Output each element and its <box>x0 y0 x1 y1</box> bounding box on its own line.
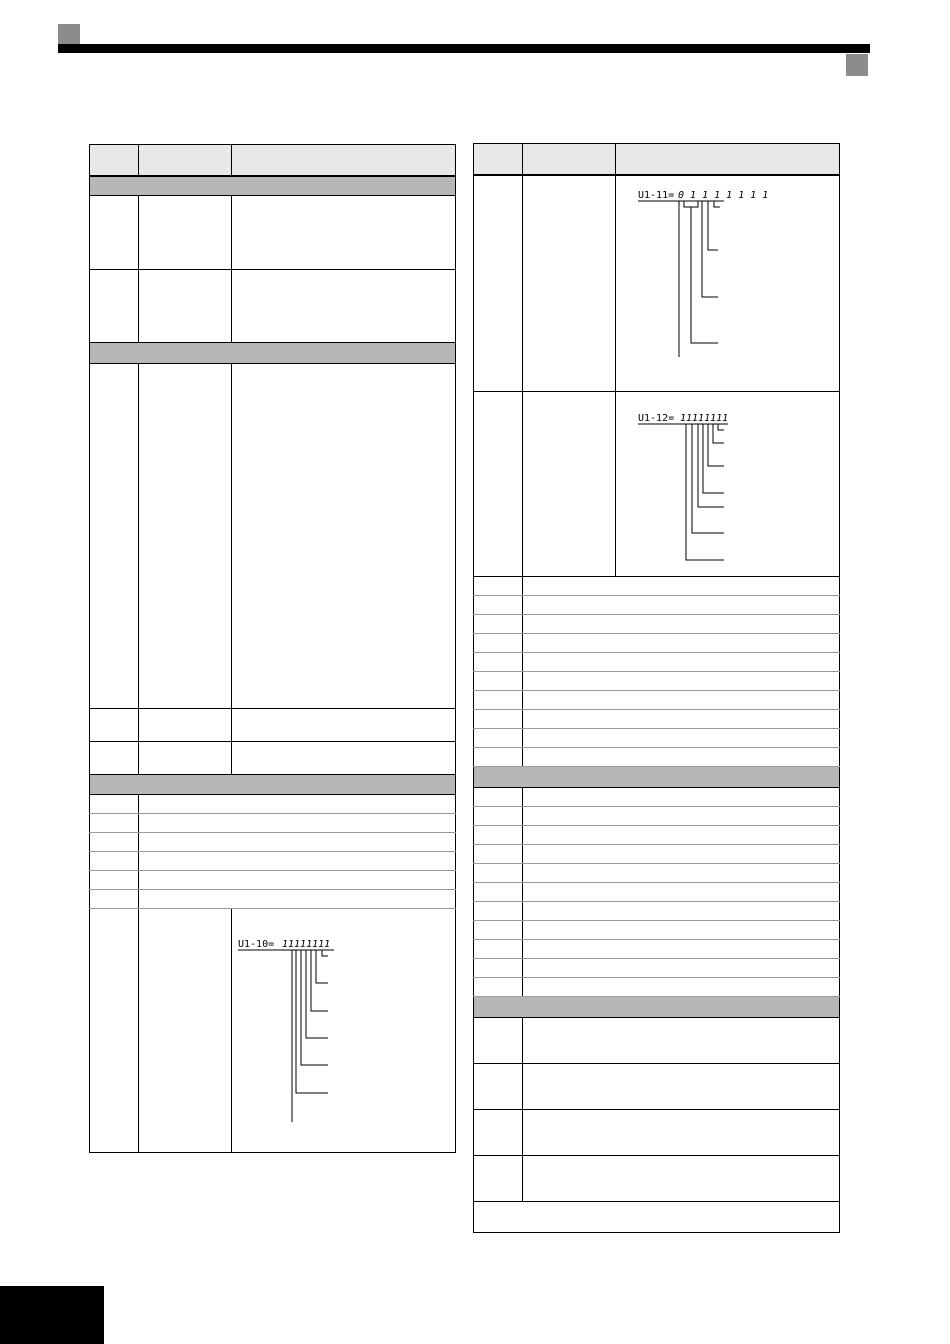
table-header-row <box>474 144 840 175</box>
table-row <box>474 710 840 729</box>
page-number-tab <box>0 1286 104 1344</box>
table-row <box>474 1018 840 1064</box>
u1-11-digits: 0 1 1 1 1 1 1 1 <box>678 190 769 201</box>
table-row <box>90 890 456 909</box>
bit-diagram-u1-10 <box>236 934 346 1134</box>
table-row <box>90 364 456 709</box>
table-row <box>474 1156 840 1202</box>
table-row <box>90 852 456 871</box>
table-row <box>90 709 456 742</box>
table-row <box>474 596 840 615</box>
table-row <box>474 921 840 940</box>
header-rule <box>58 44 870 53</box>
table-section-row <box>474 997 840 1018</box>
bit-diagram-u1-12 <box>636 408 746 568</box>
table-section-row <box>90 343 456 364</box>
table-section-row <box>474 767 840 788</box>
header-corner-marker-left <box>58 24 80 46</box>
bit-leader <box>691 207 718 343</box>
table-row <box>474 940 840 959</box>
table-row <box>474 729 840 748</box>
header-corner-marker-right <box>846 54 868 76</box>
table-row <box>474 883 840 902</box>
u1-12-label: U1-12= <box>638 413 675 424</box>
table-row <box>90 814 456 833</box>
table-section-row <box>90 176 456 196</box>
table-row <box>474 1110 840 1156</box>
table-row <box>474 691 840 710</box>
bit-leader <box>718 424 724 430</box>
table-row <box>90 871 456 890</box>
table-row <box>474 577 840 596</box>
table-row <box>474 788 840 807</box>
u1-10-label: U1-10= <box>238 939 275 950</box>
bit-leader <box>702 201 718 297</box>
bit-leader <box>708 201 718 250</box>
table-row <box>474 978 840 997</box>
table-row <box>90 196 456 270</box>
table-row <box>474 807 840 826</box>
table-section-row <box>90 775 456 795</box>
table-row <box>90 742 456 775</box>
table-header-row <box>90 145 456 176</box>
bit-diagram-u1-11 <box>636 185 769 365</box>
bit-leader <box>301 950 328 1065</box>
bit-leader <box>322 950 328 956</box>
table-row <box>474 634 840 653</box>
table-row <box>474 1064 840 1110</box>
table-row <box>90 270 456 343</box>
u1-11-label: U1-11= <box>638 190 675 201</box>
u1-10-digits: 11111111 <box>282 939 331 950</box>
bit-leader <box>306 950 328 1038</box>
u1-12-digits: 11111111 <box>680 413 729 424</box>
bit-leader <box>714 201 720 207</box>
table-row <box>474 902 840 921</box>
table-row <box>474 864 840 883</box>
table-row <box>474 959 840 978</box>
table-row <box>474 615 840 634</box>
table-footer-row <box>474 1202 840 1233</box>
table-row <box>474 748 840 767</box>
table-row <box>474 653 840 672</box>
table-row <box>474 826 840 845</box>
table-row <box>90 795 456 814</box>
bit-group-bracket <box>684 201 698 207</box>
table-row <box>474 672 840 691</box>
bit-leader <box>311 950 328 1011</box>
table-row <box>474 845 840 864</box>
table-row <box>90 833 456 852</box>
